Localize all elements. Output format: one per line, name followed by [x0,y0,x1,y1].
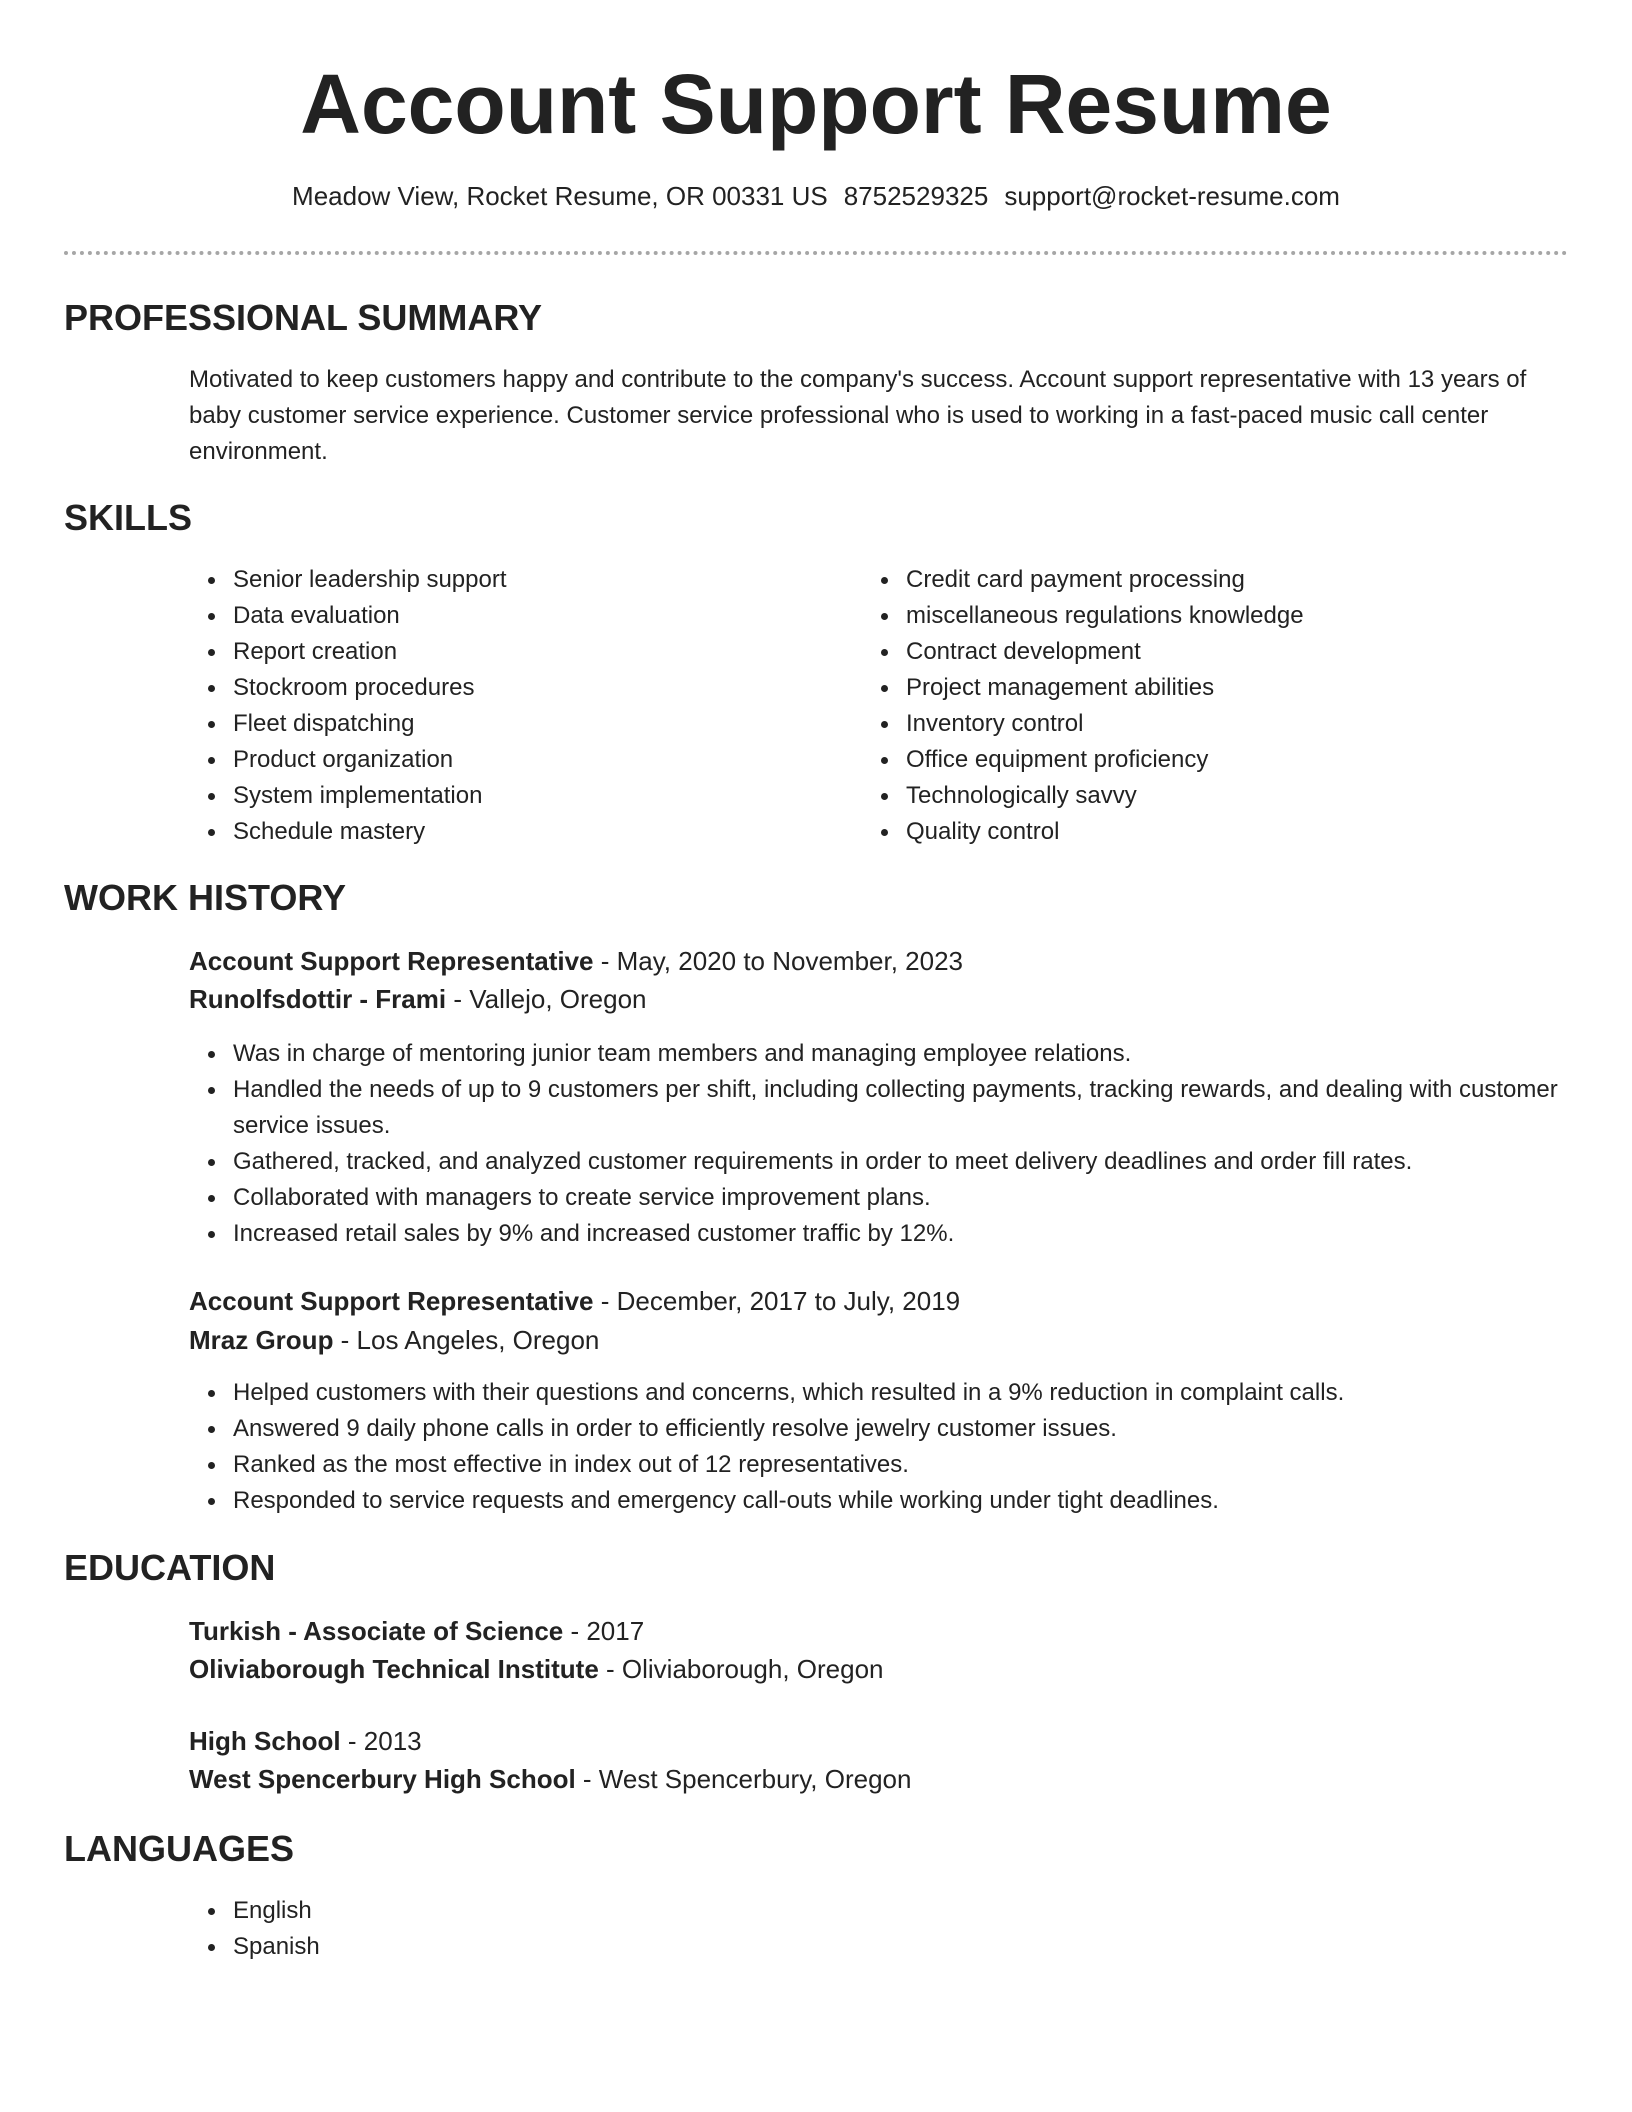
resume-title: Account Support Resume [300,57,1332,151]
summary-text: Motivated to keep customers happy and contribute to the company's success. Account support representative with 13 years of baby customer service experience. Customer service professional who is used to working in a fast-paced music call center environment. [189,366,1527,465]
degree: Turkish - Associate of Science [189,1616,564,1646]
skill-item: Data evaluation [189,598,829,634]
skill-item: Credit card payment processing [862,562,1562,598]
skill-item: Technologically savvy [862,778,1562,814]
email: support@rocket-resume.com [1004,181,1340,211]
language-item: English [189,1893,789,1929]
skill-item: Office equipment proficiency [862,742,1562,778]
work-heading: WORK HISTORY [64,877,347,918]
languages-list [189,1893,789,1965]
education-heading: EDUCATION [64,1547,276,1588]
skill-item: Product organization [189,742,829,778]
skill-item: System implementation [189,778,829,814]
job-dates: - May, 2020 to November, 2023 [593,946,964,976]
skill-item: Quality control [862,814,1562,850]
degree-line [189,1722,422,1760]
job-company-line [189,980,647,1018]
language-item: Spanish [189,1929,789,1965]
school-location: - Oliviaborough, Oregon [598,1654,884,1684]
job-bullet: Answered 9 daily phone calls in order to efficiently resolve jewelry customer issues. [189,1411,1569,1447]
skill-item: Fleet dispatching [189,706,829,742]
job-company: Runolfsdottir - Frami [189,984,447,1014]
degree-year: - 2013 [340,1726,422,1756]
job-location: - Vallejo, Oregon [446,984,647,1014]
skill-item: Senior leadership support [189,562,829,598]
job-role: Account Support Representative [189,1286,594,1316]
job-bullet: Ranked as the most effective in index out of 12 representatives. [189,1447,1569,1483]
summary-heading: PROFESSIONAL SUMMARY [64,297,543,338]
skills-list-left [189,562,829,850]
skill-item: miscellaneous regulations knowledge [862,598,1562,634]
job-dates: - December, 2017 to July, 2019 [593,1286,961,1316]
skill-item: Project management abilities [862,670,1562,706]
skill-item: Stockroom procedures [189,670,829,706]
job-bullet: Was in charge of mentoring junior team members and managing employee relations. [189,1036,1569,1072]
school: West Spencerbury High School [189,1764,576,1794]
job-bullets [189,1036,1569,1252]
job-bullet: Increased retail sales by 9% and increased customer traffic by 12%. [189,1216,1569,1252]
job-title-line [189,942,963,980]
job-role: Account Support Representative [189,946,594,976]
job-bullet: Collaborated with managers to create service improvement plans. [189,1180,1569,1216]
school-line [189,1760,911,1798]
skills-list-right [862,562,1562,850]
school-line [189,1650,884,1688]
school: Oliviaborough Technical Institute [189,1654,599,1684]
degree: High School [189,1726,341,1756]
contact-line [0,178,1632,214]
job-bullet: Helped customers with their questions and concerns, which resulted in a 9% reduction in complaint calls. [189,1375,1569,1411]
job-bullet: Gathered, tracked, and analyzed customer requirements in order to meet delivery deadlines and order fill rates. [189,1144,1569,1180]
skills-heading: SKILLS [64,497,193,538]
job-bullet: Handled the needs of up to 9 customers per shift, including collecting payments, tracking rewards, and dealing with customer service issues. [189,1072,1569,1144]
header-divider [64,251,1568,255]
job-company: Mraz Group [189,1325,334,1355]
skill-item: Contract development [862,634,1562,670]
skill-item: Report creation [189,634,829,670]
job-company-line [189,1321,599,1359]
degree-line [189,1612,644,1650]
degree-year: - 2017 [563,1616,645,1646]
job-bullets [189,1375,1569,1519]
skill-item: Inventory control [862,706,1562,742]
phone: 8752529325 [843,181,989,211]
job-title-line [189,1282,960,1320]
address: Meadow View, Rocket Resume, OR 00331 US [292,181,828,211]
job-location: - Los Angeles, Oregon [333,1325,600,1355]
languages-heading: LANGUAGES [64,1828,295,1869]
skill-item: Schedule mastery [189,814,829,850]
job-bullet: Responded to service requests and emergency call-outs while working under tight deadlines. [189,1483,1569,1519]
school-location: - West Spencerbury, Oregon [575,1764,912,1794]
